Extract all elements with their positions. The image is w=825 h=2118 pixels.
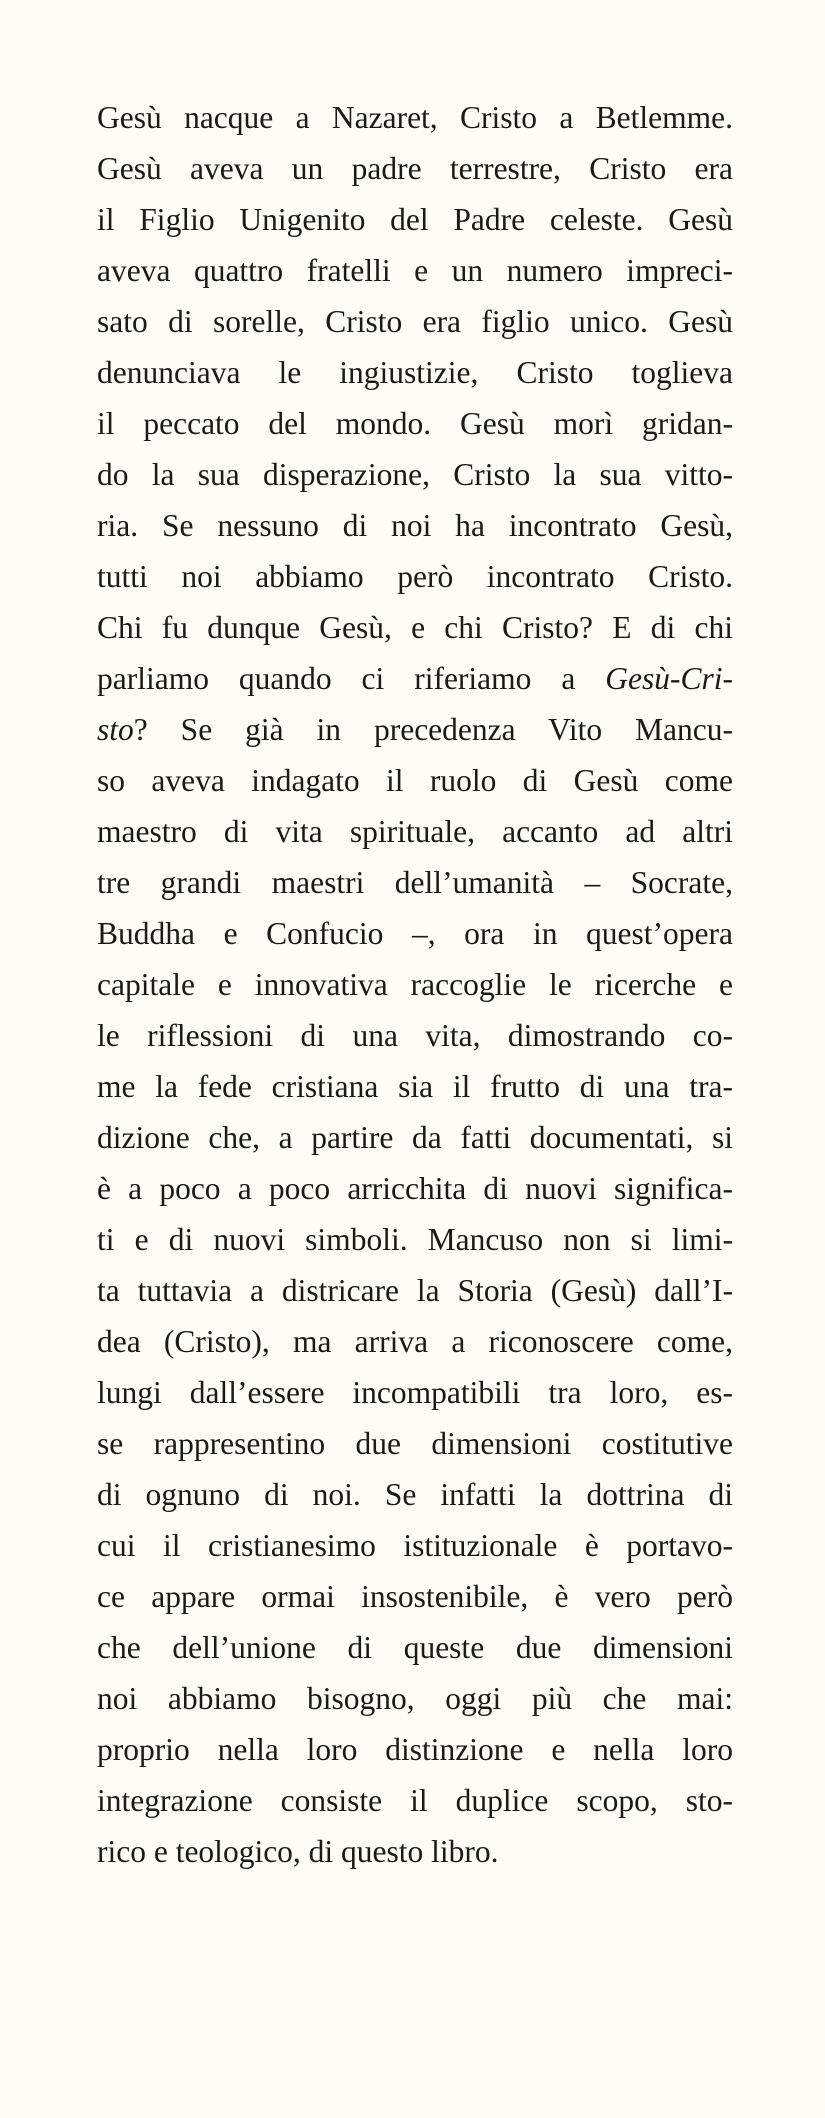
blurb-line: proprio nella loro distinzione e nella loro [97,1732,733,1767]
blurb-line: lungi dall’essere incompatibili tra loro, es- [97,1375,733,1410]
blurb-line: tre grandi maestri dell’umanità – Socrate, [97,865,733,900]
book-blurb [97,92,733,1877]
blurb-line: cui il cristianesimo istituzionale è portavo- [97,1528,733,1563]
blurb-line: che dell’unione di queste due dimensioni [97,1630,733,1665]
blurb-line: do la sua disperazione, Cristo la sua vitto- [97,457,733,492]
blurb-line-last: rico e teologico, di questo libro. [97,1834,499,1869]
blurb-line: maestro di vita spirituale, accanto ad altri [97,814,733,849]
italic-title-fragment: sto [97,712,134,747]
blurb-line: ria. Se nessuno di noi ha incontrato Gesù, [97,508,733,543]
blurb-line: il peccato del mondo. Gesù morì gridan- [97,406,733,441]
blurb-line: il Figlio Unigenito del Padre celeste. Gesù [97,202,733,237]
blurb-line: di ognuno di noi. Se infatti la dottrina di [97,1477,733,1512]
blurb-line: integrazione consiste il duplice scopo, sto- [97,1783,733,1818]
blurb-line: sato di sorelle, Cristo era figlio unico. Gesù [97,304,733,339]
blurb-line: è a poco a poco arricchita di nuovi significa- [97,1171,733,1206]
blurb-line: se rappresentino due dimensioni costitutive [97,1426,733,1461]
blurb-line: capitale e innovativa raccoglie le ricerche e [97,967,733,1002]
blurb-line: aveva quattro fratelli e un numero impreci- [97,253,733,288]
blurb-line: noi abbiamo bisogno, oggi più che mai: [97,1681,733,1716]
blurb-line: ce appare ormai insostenibile, è vero però [97,1579,733,1614]
blurb-line: denunciava le ingiustizie, Cristo toglieva [97,355,733,390]
blurb-line: tutti noi abbiamo però incontrato Cristo. [97,559,733,594]
blurb-line: dizione che, a partire da fatti documentati, si [97,1120,733,1155]
blurb-line: ti e di nuovi simboli. Mancuso non si limi- [97,1222,733,1257]
blurb-line: Chi fu dunque Gesù, e chi Cristo? E di chi [97,610,733,645]
blurb-line: Buddha e Confucio –, ora in quest’opera [97,916,733,951]
blurb-line: sto? Se già in precedenza Vito Mancu- [97,712,733,747]
blurb-line: so aveva indagato il ruolo di Gesù come [97,763,733,798]
blurb-line: dea (Cristo), ma arriva a riconoscere come, [97,1324,733,1359]
blurb-line: me la fede cristiana sia il frutto di una tra- [97,1069,733,1104]
blurb-line: Gesù aveva un padre terrestre, Cristo era [97,151,733,186]
blurb-line: le riflessioni di una vita, dimostrando co- [97,1018,733,1053]
italic-title-fragment: Gesù-Cri- [605,661,733,696]
blurb-line: parliamo quando ci riferiamo a Gesù-Cri- [97,661,733,696]
blurb-line: ta tuttavia a districare la Storia (Gesù) dall’I- [97,1273,733,1308]
blurb-line: Gesù nacque a Nazaret, Cristo a Betlemme. [97,100,733,135]
